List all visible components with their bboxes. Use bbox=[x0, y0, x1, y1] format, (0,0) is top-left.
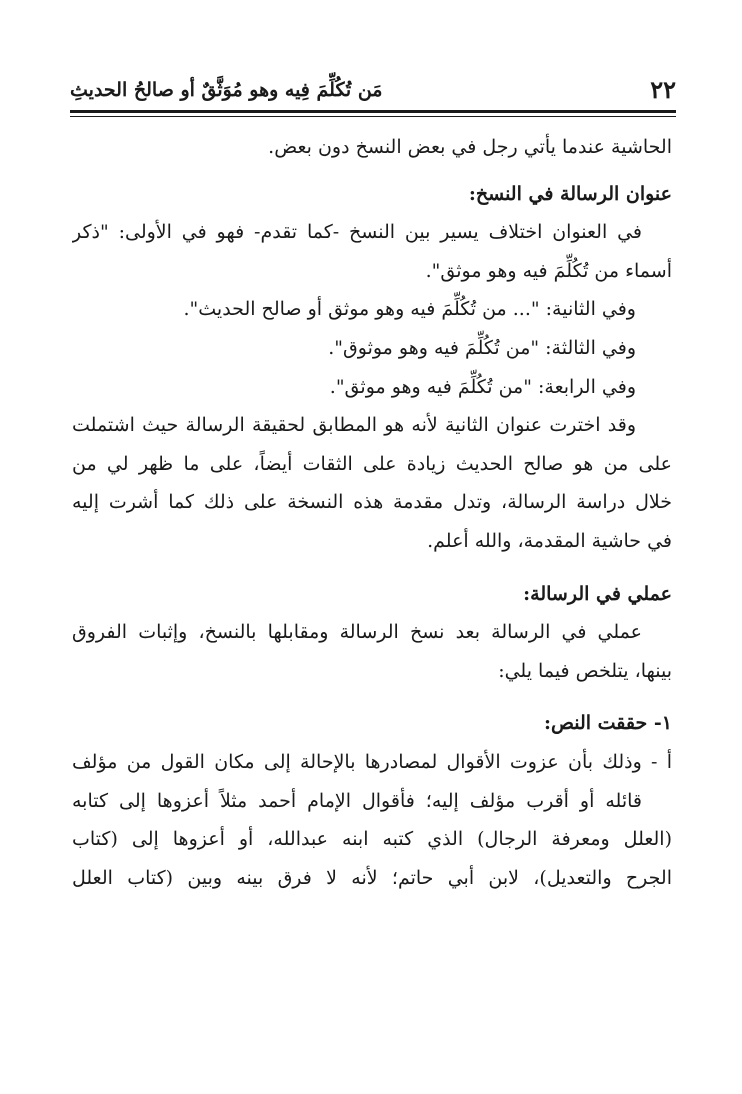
text-line: وفي الثانية: "... من تُكُلِّمَ فيه وهو موثق أو صالح الحديث". bbox=[183, 298, 636, 321]
section-heading: عملي في الرسالة: bbox=[523, 582, 672, 605]
text-line: على من هو صالح الحديث زيادة على الثقات أيضاً، على ما ظهر لي من bbox=[72, 452, 672, 475]
text-line: بينها، يتلخص فيما يلي: bbox=[498, 659, 672, 682]
text-line: قائله أو أقرب مؤلف إليه؛ فأقوال الإمام أحمد مثلاً أعزوها إلى كتابه bbox=[72, 789, 642, 812]
text-line: وفي الثالثة: "من تُكُلِّمَ فيه وهو موثوق". bbox=[328, 336, 636, 359]
header-rule-thin bbox=[70, 116, 676, 117]
text-line: في حاشية المقدمة، والله أعلم. bbox=[427, 529, 672, 552]
text-line: في العنوان اختلاف يسير بين النسخ -كما تقدم- فهو في الأولى: "ذكر bbox=[72, 221, 642, 244]
text-line: عملي في الرسالة بعد نسخ الرسالة ومقابلها بالنسخ، وإثبات الفروق bbox=[72, 621, 642, 644]
text-line: وقد اخترت عنوان الثانية لأنه هو المطابق لحقيقة الرسالة حيث اشتملت bbox=[72, 414, 636, 437]
section-heading: عنوان الرسالة في النسخ: bbox=[468, 182, 672, 205]
page-number: ٢٢ bbox=[650, 75, 676, 104]
text-line: (العلل ومعرفة الرجال) الذي كتبه ابنه عبدالله، أو أعزوها إلى (كتاب bbox=[72, 828, 672, 851]
page-header bbox=[70, 72, 676, 108]
text-line: الحاشية عندما يأتي رجل في بعض النسخ دون بعض. bbox=[268, 136, 672, 158]
body-text bbox=[72, 128, 672, 897]
text-line: أ - وذلك بأن عزوت الأقوال لمصادرها بالإحالة إلى مكان القول من مؤلف bbox=[72, 750, 672, 773]
header-rule-thick bbox=[70, 110, 676, 113]
running-title: مَن تُكُلِّمَ فِيه وهو مُوَثَّقٌ أو صالحُ الحديثِ bbox=[70, 79, 383, 101]
text-line: وفي الرابعة: "من تُكُلِّمَ فيه وهو موثق". bbox=[329, 375, 636, 398]
text-line: خلال دراسة الرسالة، وتدل مقدمة هذه النسخة على ذلك كما أشرت إليه bbox=[72, 491, 672, 514]
text-line: أسماء من تُكُلِّمَ فيه وهو موثق". bbox=[425, 259, 672, 282]
section-heading: ١- حققت النص: bbox=[543, 712, 672, 735]
text-line: الجرح والتعديل)، لابن أبي حاتم؛ لأنه لا فرق بينه وبين (كتاب العلل bbox=[72, 866, 672, 889]
